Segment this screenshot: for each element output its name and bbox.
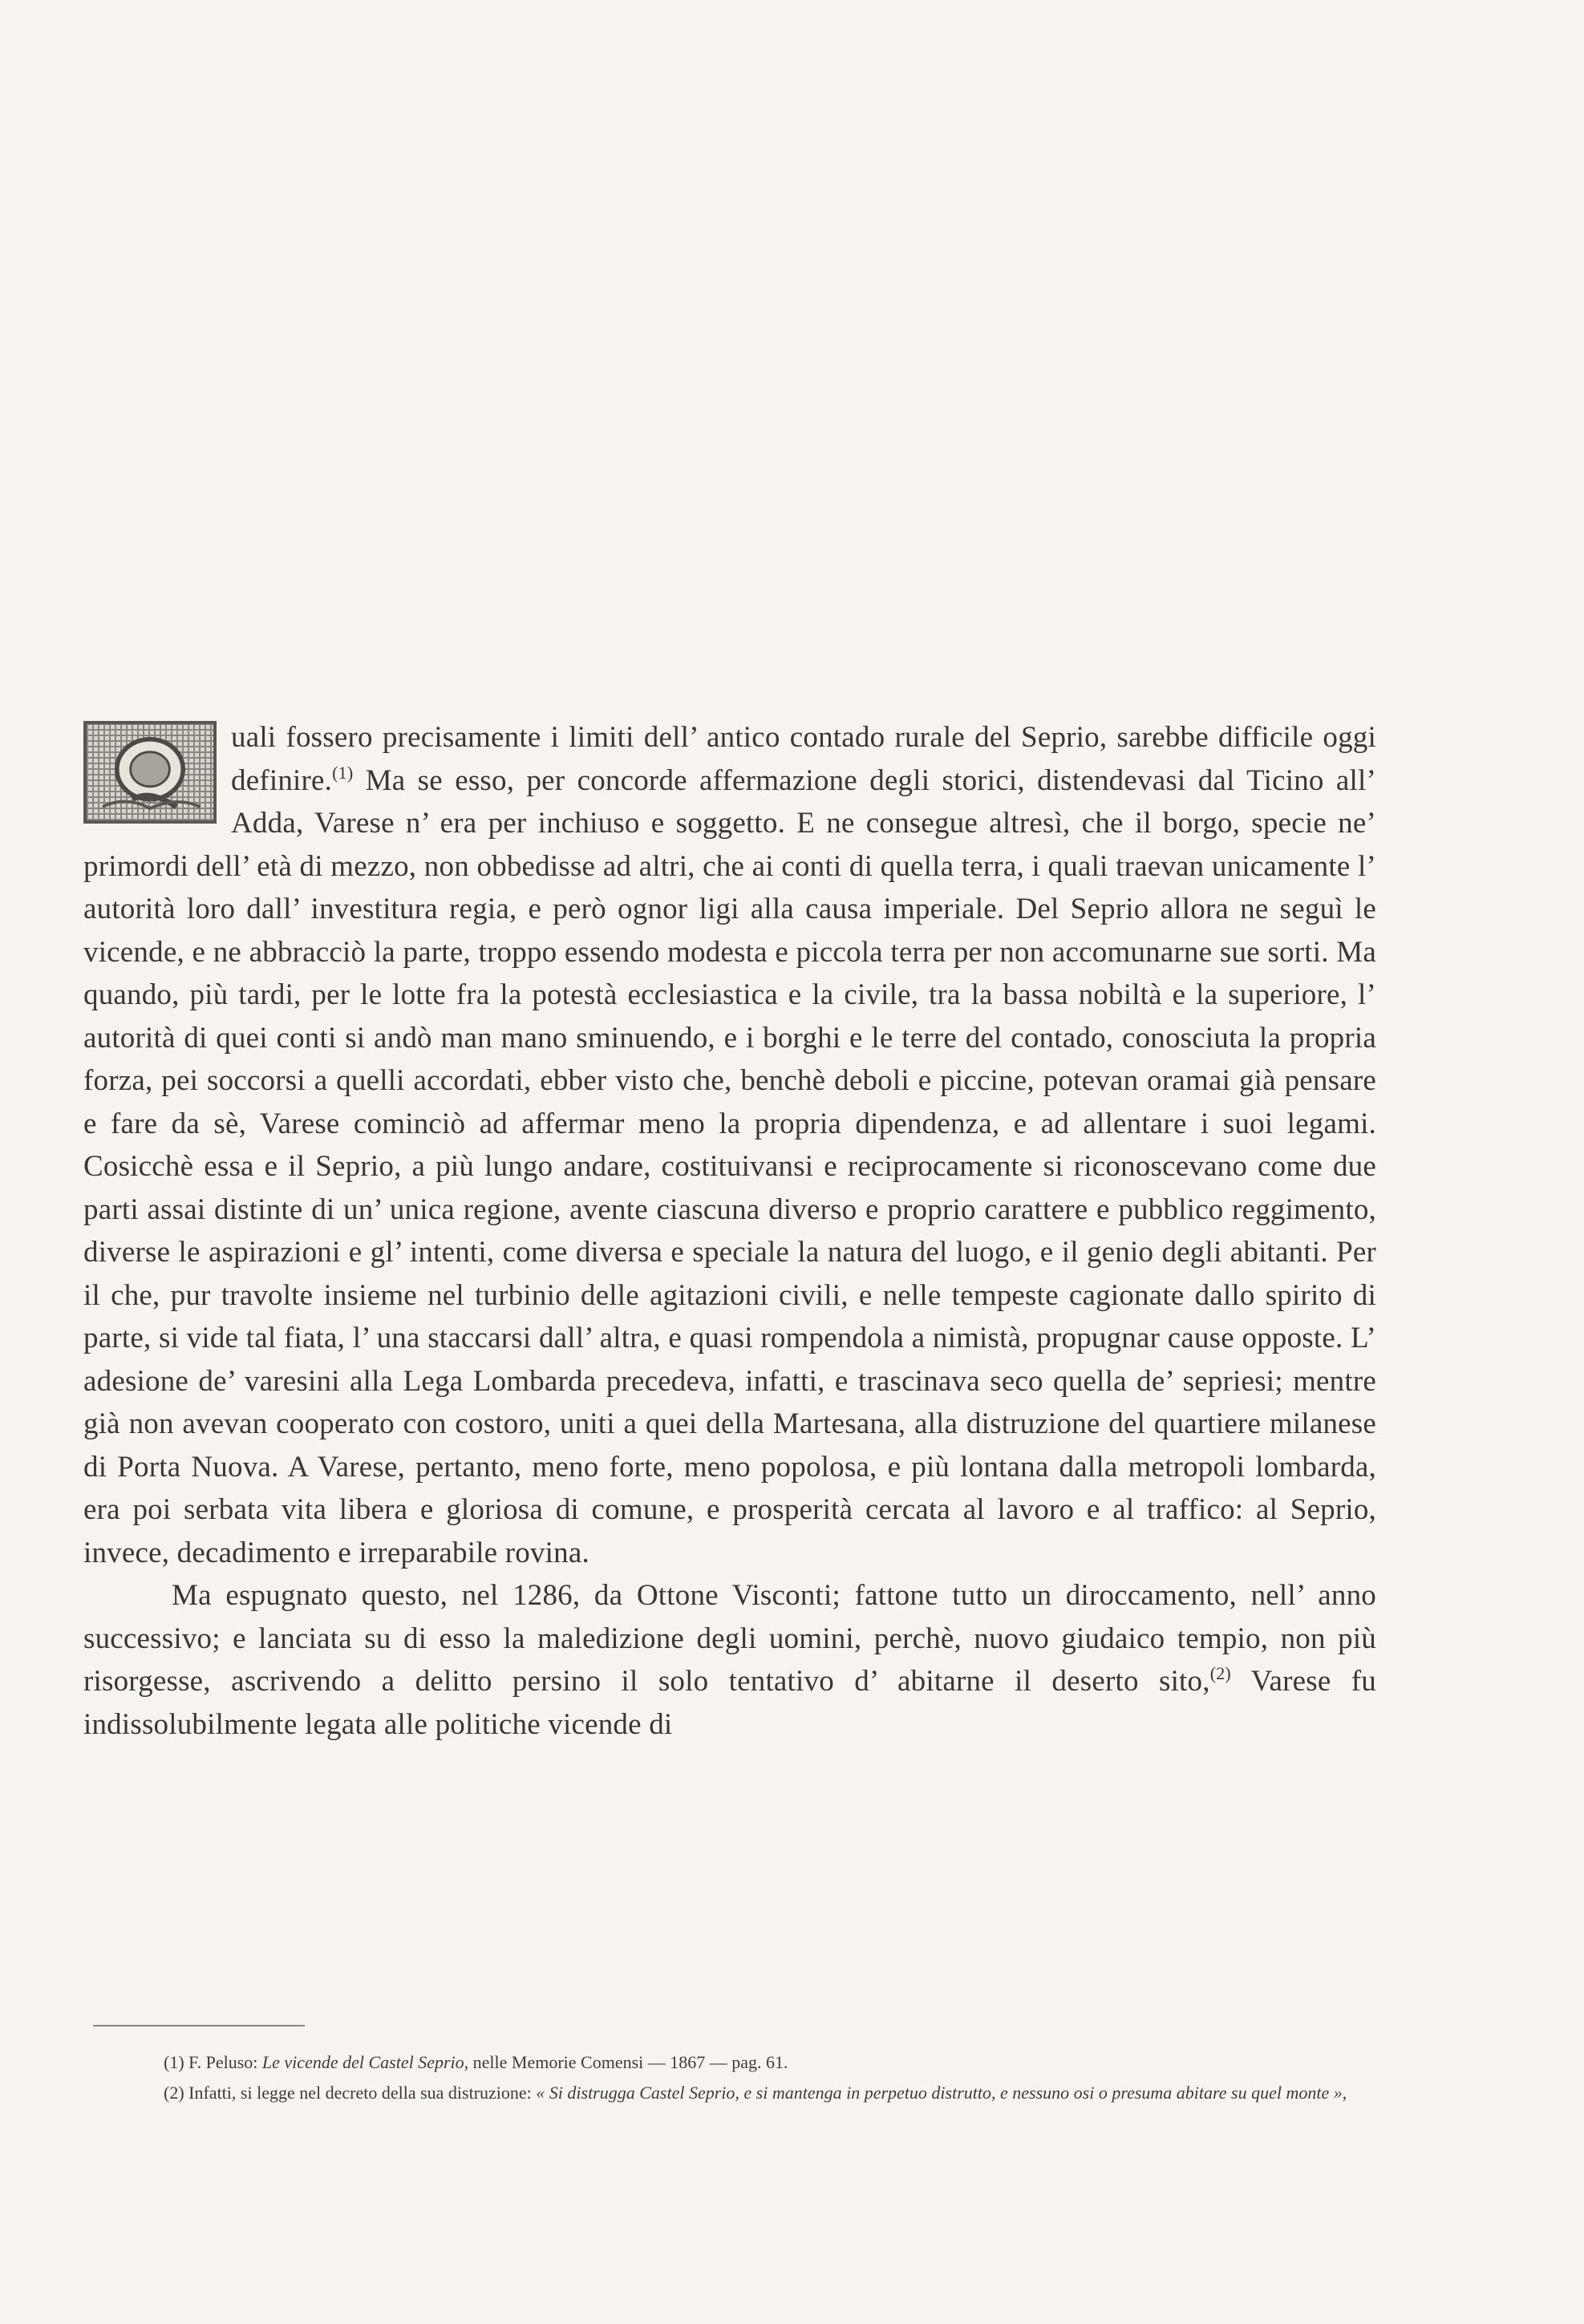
footnote-1-title: Le vicende del Castel Seprio, <box>261 2052 469 2072</box>
footnote-divider <box>93 2025 305 2026</box>
body-text <box>83 716 1376 1746</box>
paragraph-1-text: uali fossero precisamente i limiti dell’ antico contado rurale del Seprio, sarebbe difficile oggi definire. <box>231 721 1376 797</box>
note-ref-1: (1) <box>332 762 354 783</box>
footnote-2-quote: « Si distrugga Castel Seprio, e si mantenga in perpetuo distrutto, e nessuno osi o presuma abitare su quel monte », <box>536 2083 1347 2103</box>
footnote-2-number: (2) <box>164 2083 184 2103</box>
footnote-2 <box>83 2078 1376 2108</box>
paragraph-1-continued: Ma se esso, per concorde affermazione degli storici, distendevasi dal Ticino all’ Adda, Varese n’ era per inchiuso e soggetto. E ne consegue altresì, che il borgo, specie ne’ primordi dell’ età di mezzo, non obbedisse ad altri, che ai conti di quella terra, i quali traevan unicamente l’ autorità loro dall’ investitura regia, e però ognor ligi alla causa imperiale. Del Seprio allora ne seguì le vicende, e ne abbracciò la parte, troppo essendo modesta e piccola terra per non accomunarne sue sorti. Ma quando, più tardi, per le lotte fra la potestà ecclesiastica e la civile, tra la bassa nobiltà e la superiore, l’ autorità di quei conti si andò man mano sminuendo, e i borghi e le terre del contado, conosciuta la propria forza, pei soccorsi a quelli accordati, ebber visto che, benchè deboli e piccine, potevan oramai già pensare e fare da sè, Varese cominciò ad affermar meno la propria dipendenza, e ad allentare i suoi legami. Cosicchè essa e il Seprio, a più lungo andare, costituivansi e reciprocamente si riconoscevano come due parti assai distinte di un’ unica regione, avente ciascuna diverso e proprio carattere e pubblico reggimento, diverse le aspirazioni e gl’ intenti, come diversa e speciale la natura del luogo, e il genio degli abitanti. Per il che, pur travolte insieme nel turbinio delle agitazioni civili, e nelle tempeste cagionate dallo spirito di parte, si vide tal fiata, l’ una staccarsi dall’ altra, e quasi rompendola a nimistà, propugnar cause opposte. L’ adesione de’ varesini alla Lega Lombarda precedeva, infatti, e trascinava seco quella de’ sepriesi; mentre già non avevan cooperato con costoro, uniti a quei della Martesana, alla distruzione del quartiere milanese di Porta Nuova. A Varese, pertanto, meno forte, meno popolosa, e più lontana dalla metropoli lombarda, era poi serbata vita libera e gloriosa di comune, e prosperità cercata al lavoro e al traffico: al Seprio, invece, decadimento e irreparabile rovina. <box>83 763 1376 1569</box>
footnotes <box>83 2047 1376 2108</box>
note-ref-2: (2) <box>1209 1663 1231 1683</box>
footnote-1 <box>83 2047 1376 2078</box>
paragraph-2-text: Ma espugnato questo, nel 1286, da Ottone Visconti; fattone tutto un diroccamento, nell’ anno successivo; e lanciata su di esso la maledizione degli uomini, perchè, nuovo giudaico tempio, non più risorgesse, ascrivendo a delitto persino il solo tentativo d’ abitarne il deserto sito, <box>83 1579 1376 1698</box>
footnote-2-text: Infatti, si legge nel decreto della sua distruzione: <box>188 2083 532 2103</box>
paragraph-2-continued: Varese fu indissolubilmente legata alle politiche vicende di <box>83 1665 1376 1741</box>
footnote-1-author: F. Peluso: <box>188 2052 258 2072</box>
paragraph-1 <box>83 716 1376 1574</box>
footnote-1-number: (1) <box>164 2052 184 2072</box>
ornament-icon <box>87 724 213 820</box>
decorated-initial-q <box>83 721 217 824</box>
paragraph-2 <box>83 1574 1376 1746</box>
footnote-1-source: nelle Memorie Comensi — 1867 — pag. 61. <box>472 2052 788 2072</box>
